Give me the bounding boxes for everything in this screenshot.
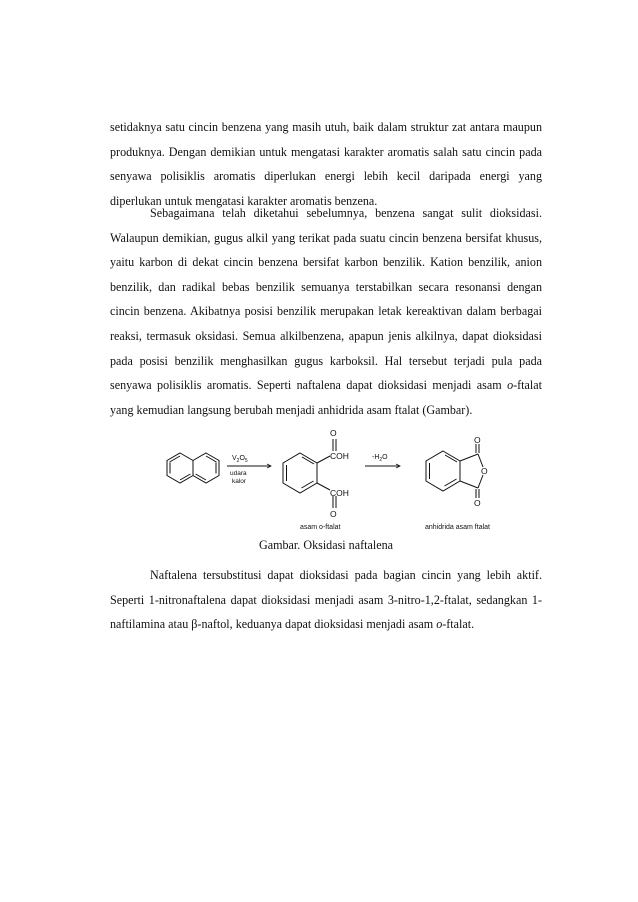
acid-carboxyl-bottom: COH: [330, 488, 349, 498]
phthalic-acid-structure: [283, 439, 336, 508]
paragraph-1-text: setidaknya satu cincin benzena yang masih utuh, baik dalam struktur zat antara maupun produknya. Dengan demikian untuk mengatasi karakter aromatis salah satu cincin pada senyawa polisiklis aromatis diperlukan energi lebih kecil daripada energi yang diperlukan untuk mengatasi karakter aromatis benzena.: [110, 120, 542, 208]
phthalic-anhydride-structure: [426, 444, 483, 498]
naphthalene-structure: [167, 453, 219, 483]
acid-oxygen-bottom: O: [330, 509, 337, 519]
reaction-scheme: [150, 423, 520, 533]
anhydride-oxygen-bottom: O: [474, 498, 481, 508]
paragraph-2-text-b: -ftalat yang kemudian langsung berubah menjadi anhidrida asam ftalat (Gambar).: [110, 378, 542, 417]
figure-caption: Gambar. Oksidasi naftalena: [259, 538, 393, 552]
acid-oxygen-top: O: [330, 428, 337, 438]
acid-carboxyl-top: COH: [330, 451, 349, 461]
anhydride-oxygen-ring: O: [481, 466, 488, 476]
paragraph-2-text-a: Sebagaimana telah diketahui sebelumnya, benzena sangat sulit dioksidasi. Walaupun demikian, gugus alkil yang terikat pada suatu cincin benzena bersifat khusus, yaitu karbon di dekat cincin benzena bersifat karbon benzilik. Kation benzilik, anion benzilik, dan radikal bebas benzilik semuanya terstabilkan secara resonansi dengan cincin benzena. Akibatnya posisi benzilik merupakan letak kereaktivan dalam berbagai reaksi, termasuk oksidasi. Semua alkilbenzena, apapun jenis alkilnya, dapat dioksidasi pada posisi benzilik menghasilkan gugus karboksil. Hal tersebut terjadi pula pada senyawa polisiklis aromatis. Seperti naftalena dapat dioksidasi menjadi asam: [110, 206, 542, 393]
paragraph-3: [110, 563, 542, 637]
paragraph-1: [110, 115, 542, 213]
paragraph-3-italic: o: [436, 617, 443, 632]
product-2-label: anhidrida asam ftalat: [425, 524, 490, 531]
anhydride-oxygen-top: O: [474, 435, 481, 445]
reagent-heat: kalor: [232, 478, 247, 485]
paragraph-2: [110, 201, 542, 422]
paragraph-3-text-a: Naftalena tersubstitusi dapat dioksidasi pada bagian cincin yang lebih aktif. Seperti 1-nitronaftalena dapat dioksidasi menjadi asam 3-nitro-1,2-ftalat, sedangkan 1-naftilamina atau β-naftol, keduanya dapat dioksidasi menjadi asam: [110, 568, 542, 632]
reagent-water: $-H_2O$: [372, 454, 388, 463]
product-1-label: asam o-ftalat: [300, 524, 341, 531]
reagent-air: udara: [230, 470, 247, 477]
paragraph-2-italic: o: [507, 378, 514, 393]
reagent-catalyst: $V_2O_5$: [232, 455, 248, 464]
paragraph-3-text-b: -ftalat.: [442, 617, 475, 632]
